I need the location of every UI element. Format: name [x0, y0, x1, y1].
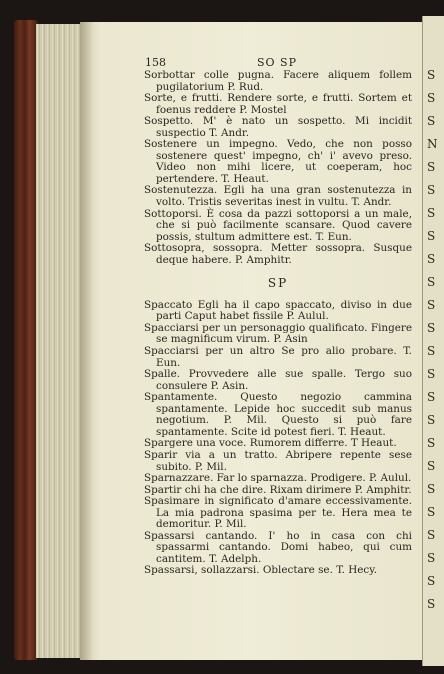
page-edges — [36, 24, 82, 658]
entries-top — [144, 70, 412, 266]
facing-page-letter: S — [427, 252, 436, 266]
dictionary-entry: Spalle. Provvedere alle sue spalle. Tergo suo consulere P. Asin. — [144, 368, 412, 392]
facing-page-letter: N — [427, 137, 438, 151]
running-head: SO SP — [257, 56, 297, 69]
dictionary-entry: Spassarsi, sollazzarsi. Oblectare se. T. Hecy. — [144, 564, 378, 577]
dictionary-entry: Sorte, e frutti. Rendere sorte, e frutti. Sortem et foenus reddere P. Mostel — [144, 92, 412, 116]
facing-page-letter: S — [427, 528, 436, 542]
section-heading: SP — [267, 276, 289, 291]
gutter-shadow — [80, 22, 94, 660]
dictionary-entry: Sostenutezza. Egli ha una gran sostenutezza in volto. Tristis severitas inest in vultu. T. Andr. — [144, 184, 412, 209]
dictionary-entry: Spasimare in significato d'amare eccessivamente. La mia padrona spasima per te. Hera mea te demoritur. P. Mil. — [144, 495, 412, 531]
facing-page-strip — [422, 16, 444, 666]
entries-bottom — [144, 300, 412, 577]
facing-page-letter: S — [427, 344, 436, 358]
dictionary-entry: Spargere una voce. Rumorem differre. T Heaut. — [144, 437, 397, 450]
facing-page-letter: S — [427, 551, 436, 565]
dictionary-entry: Sorbottar colle pugna. Facere aliquem follem pugilatorium P. Rud. — [144, 69, 412, 93]
facing-page-letter: S — [427, 275, 436, 289]
facing-page-letter: S — [427, 160, 436, 174]
facing-page-letter: S — [427, 68, 436, 82]
dictionary-entry: Spartir chi ha che dire. Rixam dirimere P. Amphitr. — [144, 483, 412, 496]
page-header — [145, 56, 415, 70]
facing-page-letter: S — [427, 298, 436, 312]
facing-page-letter: S — [427, 390, 436, 404]
dictionary-column — [144, 70, 412, 577]
facing-page-letter: S — [427, 459, 436, 473]
dictionary-entry: Sparnazzare. Far lo sparnazza. Prodigere. P. Aulul. — [144, 472, 412, 485]
dictionary-entry: Spaccato Egli ha il capo spaccato, diviso in due parti Caput habet fissile P. Aulul. — [144, 298, 412, 323]
dictionary-entry: Sottoporsi. È cosa da pazzi sottoporsi a un male, che si può facilmente scansare. Quod cavere possis, stultum admittere est. T. Eun. — [144, 207, 412, 243]
facing-page-letter: S — [427, 413, 436, 427]
facing-page-letter: S — [427, 114, 436, 128]
facing-page-letter: S — [427, 574, 436, 588]
dictionary-entry: Sparir via a un tratto. Abripere repente sese subito. P. Mil. — [144, 448, 412, 473]
book-cover-marbled — [14, 20, 38, 660]
facing-page-letter: S — [427, 505, 436, 519]
facing-page-letter: S — [427, 206, 436, 220]
facing-page-letter: S — [427, 482, 436, 496]
facing-page-letter: S — [427, 436, 436, 450]
dictionary-entry: Sottosopra, sossopra. Metter sossopra. Susque deque habere. P. Amphitr. — [144, 242, 412, 266]
facing-page-letter: S — [427, 321, 436, 335]
facing-page-letter: S — [427, 91, 436, 105]
dictionary-entry: Spantamente. Questo negozio cammina spantamente. Lepide hoc succedit sub manus negotium. P. Mil. Questo si può fare spantamente. Scite id potest fieri. T. Heaut. — [144, 391, 412, 438]
dictionary-entry: Spassarsi cantando. I' ho in casa con chi spassarmi cantando. Domi habeo, qui cum cantitem. T. Adelph. — [144, 529, 412, 565]
facing-page-letter: S — [427, 597, 436, 611]
dictionary-entry: Sostenere un impegno. Vedo, che non posso sostenere quest' impegno, ch' i' avevo preso. Video non mihi licere, ut coeperam, hoc pertendere. T. Heaut. — [144, 138, 412, 185]
dictionary-entry: Spacciarsi per un personaggio qualificato. Fingere se magnificum virum. P. Asin — [144, 321, 412, 346]
dictionary-entry: Spacciarsi per un altro Se pro alio probare. T. Eun. — [144, 345, 412, 369]
page-number: 158 — [145, 56, 166, 69]
facing-page-letter: S — [427, 229, 436, 243]
dictionary-entry: Sospetto. M' è nato un sospetto. Mi incidit suspectio T. Andr. — [144, 115, 412, 139]
facing-page-letter: S — [427, 183, 436, 197]
facing-page-letter: S — [427, 367, 436, 381]
